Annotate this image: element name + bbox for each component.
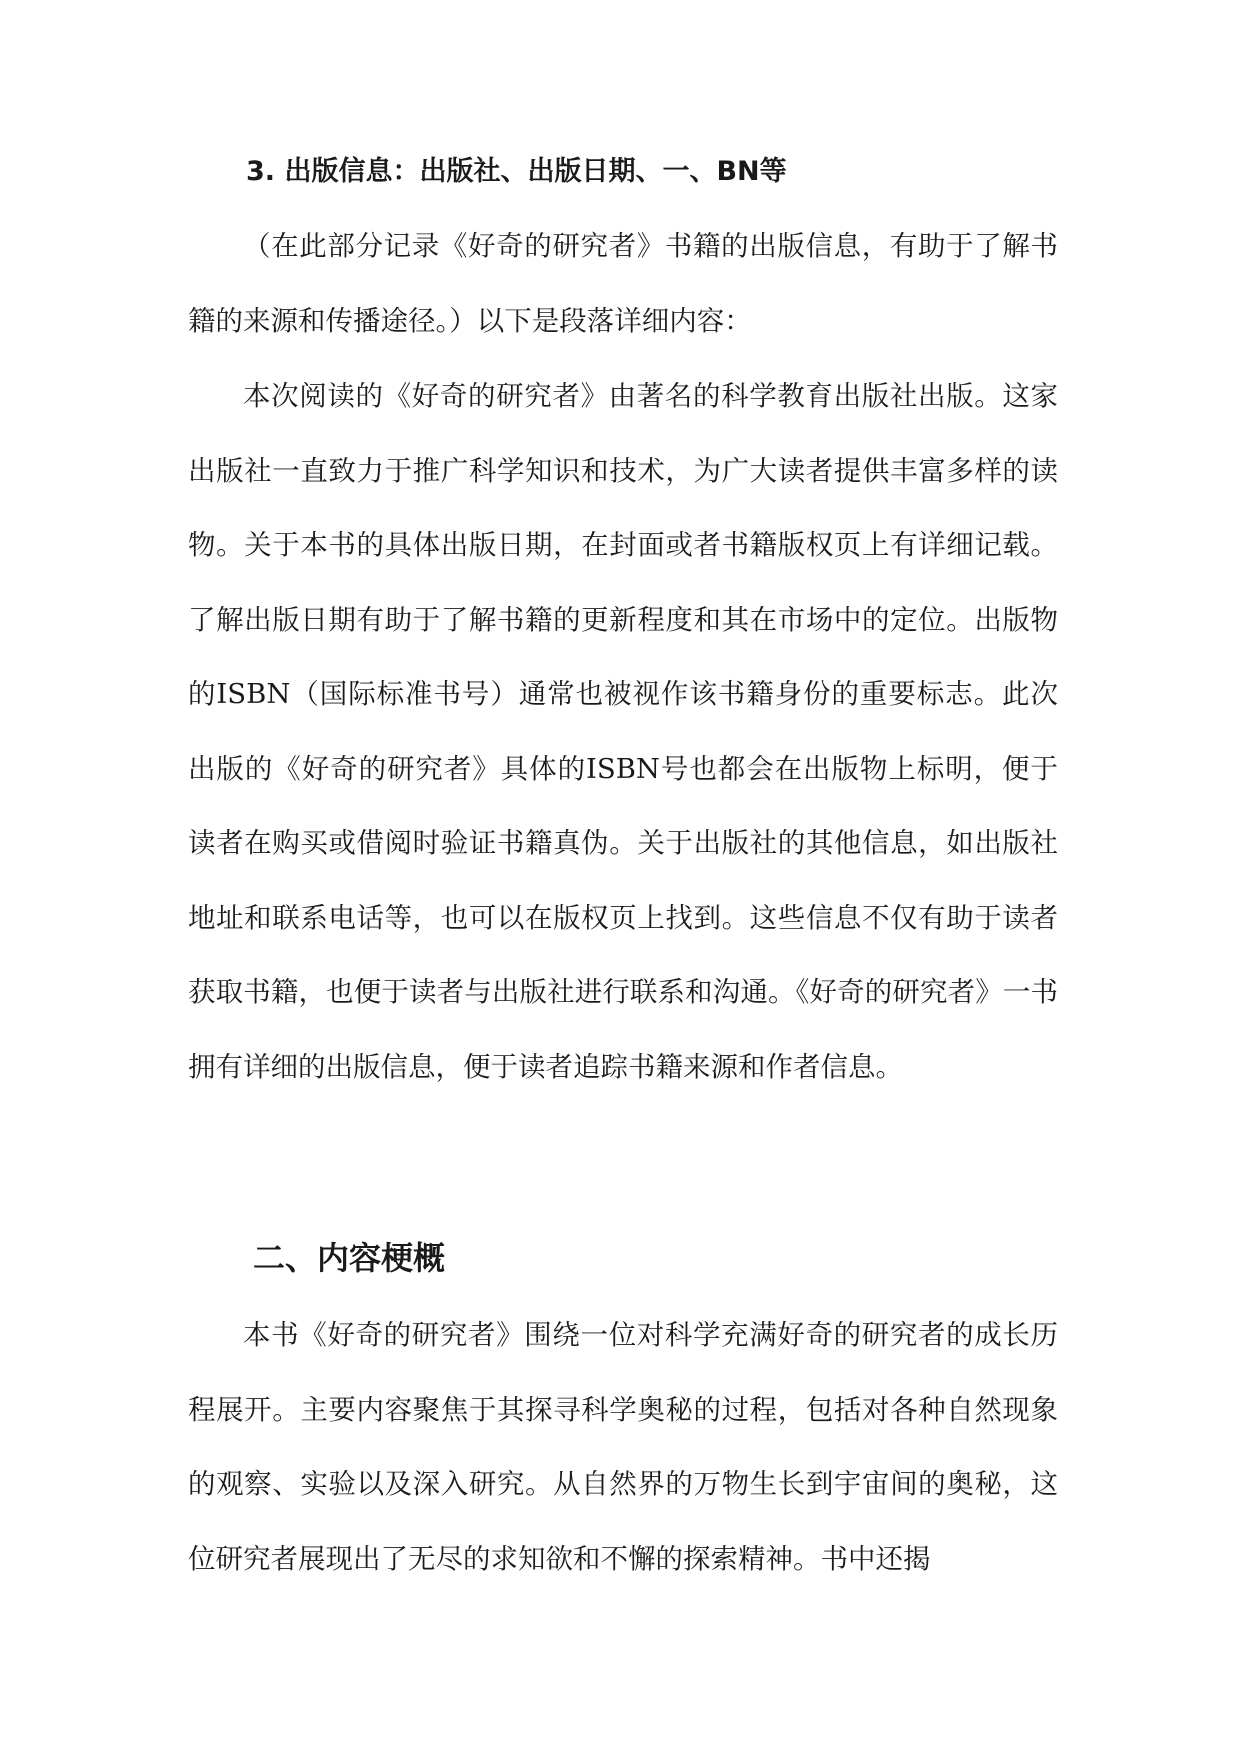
section-3-heading: 3. 出版信息：出版社、出版日期、一、BN等: [246, 156, 787, 187]
intro-paragraph: （在此部分记录《好奇的研究者》书籍的出版信息，有助于了解书籍的来源和传播途径。）以下是段落详细内容：: [188, 230, 1058, 337]
section-2-heading: 二、内容梗概: [253, 1239, 446, 1277]
publication-paragraph: 本次阅读的《好奇的研究者》由著名的科学教育出版社出版。这家出版社一直致力于推广科学知识和技术，为广大读者提供丰富多样的读物。关于本书的具体出版日期，在封面或者书籍版权页上有详细记载。了解出版日期有助于了解书籍的更新程度和其在市场中的定位。出版物的ISBN（国际标准书号）通常也被视作该书籍身份的重要标志。此次出版的《好奇的研究者》具体的ISBN号也都会在出版物上标明，便于读者在购买或借阅时验证书籍真伪。关于出版社的其他信息，如出版社地址和联系电话等，也可以在版权页上找到。这些信息不仅有助于读者获取书籍，也便于读者与出版社进行联系和沟通。《好奇的研究者》一书拥有详细的出版信息，便于读者追踪书籍来源和作者信息。: [188, 380, 1058, 1083]
summary-paragraph: 本书《好奇的研究者》围绕一位对科学充满好奇的研究者的成长历程展开。主要内容聚焦于其探寻科学奥秘的过程，包括对各种自然现象的观察、实验以及深入研究。从自然界的万物生长到宇宙间的奥秘，这位研究者展现出了无尽的求知欲和不懈的探索精神。书中还揭: [188, 1319, 1058, 1575]
